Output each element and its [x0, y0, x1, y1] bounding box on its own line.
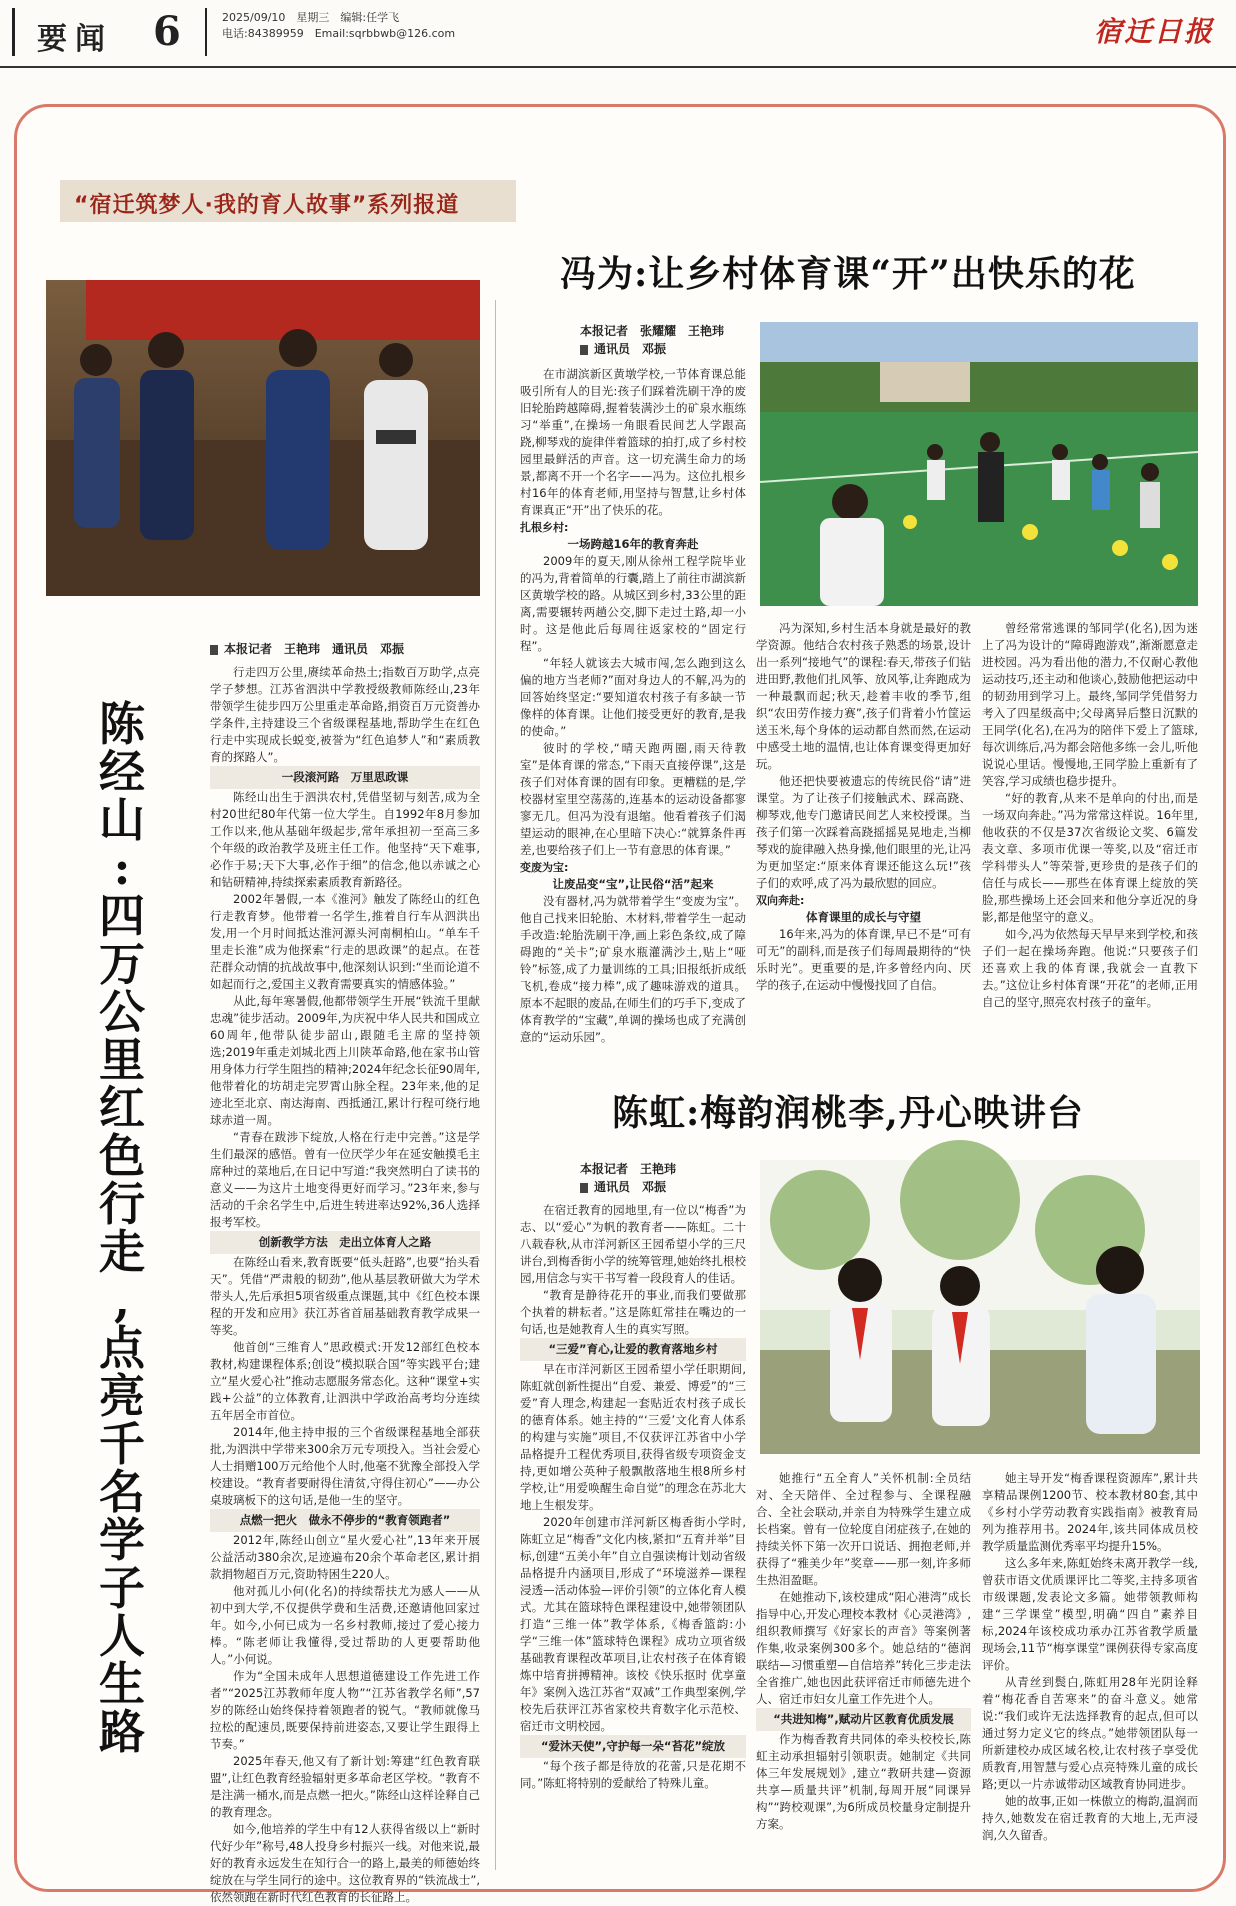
chen-para: 他对孤儿小何(化名)的持续帮扶尤为感人——从初中到大学,不仅提供学费和生活费,还邀请他回家过年。如今,小何已成为一名乡村教师,接过了爱心接力棒。“陈老师让我懂得,受过帮助的人更要帮助他人。”小何说。 — [210, 1584, 480, 1666]
feng-kicker-2-sub: 让废品变“宝”,让民俗“活”起来 — [552, 877, 714, 891]
masthead-info — [222, 10, 622, 42]
article-feng-col-2 — [756, 620, 971, 1060]
chenhong-para: 在她推动下,该校建成“阳心港湾”成长指导中心,开发心理校本教材《心灵港湾》,组织教师撰写《好家长的声音》等案例著作集,收录案例300多个。她总结的“德润联结—习惯重塑—自信培养”转化三步走法全省推广,她也因此获评宿迁市师德先进个人、宿迁市妇女儿童工作先进个人。 — [756, 1590, 971, 1706]
feng-kicker-3: 双向奔赴: — [756, 894, 805, 907]
photo-chen-hong-image — [760, 1160, 1200, 1454]
section-box — [12, 8, 207, 56]
chenhong-para: 早在市洋河新区王园希望小学任职期间,陈虹就创新性提出“自爱、兼爱、博爱”的“三爱”育人理念,构建起一套贴近农村孩子成长的德育体系。她主持的“‘三爱’文化育人体系的构建与实施”项目,不仅获评江苏省中小学品格提升工程优秀项目,获得省级专项资金支持,更如增公英种子般飘散落地生根8所乡村学校,让“用爱唤醒生命自觉”的理念在苏北大地上生根发芽。 — [520, 1362, 746, 1512]
series-banner — [60, 180, 516, 222]
article-feng-credit — [580, 322, 724, 358]
chen-para: 作为“全国未成年人思想道德建设工作先进工作者”“2025江苏教师年度人物”“江苏省教学名师”,57岁的陈经山始终保持着领跑者的锐气。“教师就像马拉松的配速员,既要保持前进姿态,又要让学生跟得上节奏。” — [210, 1669, 480, 1751]
title-char: 公 — [99, 985, 145, 1039]
chen-para: 从此,每年寒暑假,他都带领学生开展“铁流千里献忠魂”徒步活动。2009年,为庆祝中华人民共和国成立60周年,他带队徒步韶山,跟随毛主席的坚持领选;2019年重走刘城北西上川陕革命路,他在家书山管用身体力行学生阻挡的精神;2024年纪念长征90周年,他带着化的坊胡走完罗霄山脉全程。23年来,他的足迹北至北京、南达海南、西抵通江,累计行程可绕行地球赤道一周。 — [210, 994, 480, 1127]
chen-para: 2012年,陈经山创立“星火爱心社”,13年来开展公益活动380余次,足迹遍布20余个革命老区,累计捐款捐物超百万元,资助特困生220人。 — [210, 1533, 480, 1581]
masthead — [0, 0, 1236, 68]
feng-lead: 在市湖滨新区黄墩学校,一节体育课总能吸引所有人的目光:孩子们踩着洗刷干净的废旧轮胎跨越障碍,握着装满沙土的矿泉水瓶练习“举重”,在操场一角眼看民间艺人学跟高跷,柳琴戏的旋律伴着篮球的拍打,成了乡村校园里最鲜活的声音。这一切充满生命力的场景,都离不开一个名字——冯为。这位扎根乡村16年的体育老师,用坚持与智慧,让乡村体育课真正“开”出了快乐的花。 — [520, 367, 746, 517]
title-char: 子 — [99, 1561, 145, 1615]
chen-subhead-1: 一段滚河路 万里思政课 — [210, 766, 480, 789]
title-char: 亮 — [99, 1369, 145, 1423]
column-divider — [495, 300, 496, 1870]
chenhong-subhead-2: “爱沐天使”,守护每一朵“苔花”绽放 — [520, 1735, 746, 1758]
chenhong-subhead-3: “共进知梅”,赋动片区教育优质发展 — [756, 1708, 971, 1731]
title-char: 万 — [99, 937, 145, 991]
feng-kicker-1-sub: 一场跨越16年的教育奔赴 — [567, 537, 699, 551]
chenhong-para: 2020年创建市洋河新区梅香街小学时,陈虹立足“梅香”文化内核,紧扣“五育并举”目标,创建“五美小年”自立自强读梅计划动省级品格提升内涵项目,形成了“环境滋养—课程浸透—活动体验—评价引领”的立体化育人模式。尤其在篮球特色课程建设中,她带领团队打造“三维一体”教学体系,《梅香篮韵:小学“三维一体”篮球特色课程》成功立项省级基础教育课程改革项目,让农村孩子在体育锻炼中培育拼搏精神。该校《快乐抠时 优享童年》案例入选江苏省“双减”工作典型案例,学校先后获评江苏省家校共育数字化示范校、宿迁市文明校园。 — [520, 1515, 746, 1733]
title-char: 走 — [99, 1225, 145, 1279]
photo-chen-hong — [760, 1160, 1200, 1454]
feng-para: 他还把快要被遗忘的传统民俗“请”进课堂。为了让孩子们接触武术、踩高跷、柳琴戏,他专门邀请民间艺人来校授课。当孩子们第一次踩着高跷摇摇晃晃地走,当柳琴戏的旋律融入热身操,他们眼里的光,让冯为更加坚定:“原来体育课还能这么玩!”孩子们的欢呼,成了冯为最欣慰的回应。 — [756, 774, 971, 890]
article-chen-title — [92, 697, 152, 1759]
chen-para: 2002年暑假,一本《淮河》触发了陈经山的红色行走教育梦。他带着一名学生,推着自行车从泗洪出发,用一个月时间抵达淮河源头河南桐柏山。“单车千里走长淮”成为他探索“行走的思政课”的起点。在苍茫群众动情的抗战故事中,他深刻认识到:“坐而论道不如起而行之,爱国主义教育需要真实的情感体验。” — [210, 892, 480, 991]
chenhong-para: 她推行“五全育人”关怀机制:全员结对、全天陪伴、全过程参与、全课程融合、全社会联动,并亲自为特殊学生建立成长档案。曾有一位轮度自闭症孩子,在她的持续关怀下第一次开口说话、拥抱老师,并获得了“雅美少年”奖章——那一刻,许多师生热泪盈眶。 — [756, 1471, 971, 1587]
title-char: 千 — [99, 1417, 145, 1471]
title-char: 红 — [99, 1081, 145, 1135]
article-chenhong-credit-text-2: 通讯员 邓振 — [594, 1180, 667, 1194]
page-number: 6 — [153, 8, 181, 55]
contact-line: 电话:84389959 Email:sqrbbwb@126.com — [222, 27, 456, 40]
chen-subhead-3: 点燃一把火 做永不停步的“教育领跑者” — [210, 1509, 480, 1532]
article-feng-credit-text-2: 通讯员 邓振 — [594, 342, 667, 356]
newspaper-logo: 宿迁日报 — [1093, 15, 1214, 48]
article-chenhong-col-1 — [520, 1202, 746, 1872]
chen-para: 如今,他培养的学生中有12人获得省级以上“新时代好少年”称号,48人投身乡村振兴一线。对他来说,最好的教育永远发生在知行合一的路上,最美的师德始终绽放在与学生同行的途中。这位教育界的“铁流战士”,依然领跑在新时代红色教育的长征路上。 — [210, 1822, 480, 1904]
feng-para: 2009年的夏天,刚从徐州工程学院毕业的冯为,背着简单的行囊,踏上了前往市湖滨新区黄墩学校的路。从城区到乡村,33公里的距离,需要辗转两趟公交,脚下走过土路,却一小时。这是他此后每周往返家校的“固定行程”。 — [520, 554, 746, 653]
chenhong-para: 从青丝到鬓白,陈虹用28年光阴诠释着“梅花香自苦寒来”的奋斗意义。她常说:“我们或许无法选择教育的起点,但可以通过努力定义它的终点。”她带领团队每一所新建校办成区域名校,让农村孩子享受优质教育,用智慧与爱心点亮特殊儿童的成长路;更以一片赤诚带动区域教育协同进步。 — [982, 1675, 1198, 1791]
title-char: : — [113, 841, 131, 895]
title-char: 陈 — [99, 697, 145, 751]
feng-para: “好的教育,从来不是单向的付出,而是一场双向奔赴。”冯为常常这样说。16年里,他收获的不仅是37次省级论文奖、6篇发表文章、多项市优课一等奖,以及“宿迁市学科带头人”等荣誉,更珍贵的是孩子们的信任与成长——那些在体育课上绽放的笑脸,那些操场上还会回来和他分享近况的身影,都是他坚守的意义。 — [982, 791, 1198, 924]
chenhong-para: 在宿迁教育的园地里,有一位以“梅香”为志、以“爱心”为帆的教育者——陈虹。二十八载春秋,从市洋河新区王园希望小学的三尺讲台,到梅香街小学的统筹管理,她始终扎根校园,用信念与实干书写着一段段育人的佳话。 — [520, 1203, 746, 1285]
feng-para: 曾经常常逃课的邹同学(化名),因为迷上了冯为设计的“障碍跑游戏”,渐渐愿意走进校园。冯为看出他的潜力,不仅耐心教他运动技巧,还主动和他谈心,鼓励他把运动中的韧劲用到学习上。最终,邹同学凭借努力考入了四星级高中;父母离异后整日沉默的王同学(化名),在冯为的陪伴下爱上了篮球,每次训练后,冯为都会陪他多练一会儿,听他说说心里话。慢慢地,王同学脸上重新有了笑容,学习成绩也稳步提升。 — [982, 621, 1198, 788]
title-char: 山 — [99, 793, 145, 847]
article-feng-title: 冯为:让乡村体育课“开”出快乐的花 — [560, 253, 1136, 295]
title-char: , — [113, 1273, 130, 1327]
photo-chen-jingshan — [46, 280, 480, 596]
article-chenhong-credit-text: 本报记者 王艳玮 — [580, 1162, 677, 1176]
chen-para: 在陈经山看来,教育既要“低头赶路”,也要“抬头看天”。凭借“严肃般的韧劲”,他从基层教研做大为学术带头人,先后承担5项省级重点课题,其中《红色校本课程的开发和应用》获江苏省首届基础教育教学成果一等奖。 — [210, 1255, 480, 1337]
article-chenhong-credit — [580, 1160, 676, 1196]
chen-para: 2025年春天,他又有了新计划:筹建“红色教育联盟”,让红色教育经验辐射更多革命老区学校。“教育不是注满一桶水,而是点燃一把火。”陈经山这样诠释自己的教育理念。 — [210, 1754, 480, 1819]
chenhong-para: 这么多年来,陈虹始终未离开教学一线,曾获市语文优质课评比二等奖,主持多项省市级课题,发表论文多篇。她带领教师构建“三学课堂”模型,明确“四自”素养目标,2024年该校成功承办江苏省教学质量现场会,11节“梅享课堂”课例获得专家高度评价。 — [982, 1556, 1198, 1672]
title-char: 生 — [99, 1657, 145, 1711]
title-char: 名 — [99, 1465, 145, 1519]
feng-para: 没有器材,冯为就带着学生“变废为宝”。他自己找来旧轮胎、木材料,带着学生一起动手改造:轮胎洗刷干净,画上彩色条纹,成了障碍跑的“关卡”;矿泉水瓶灌满沙土,贴上“哑铃”标签,成了力量训练的工具;旧报纸折成纸飞机,卷成“接力棒”,成了趣味游戏的道具。原本不起眼的废品,在师生们的巧手下,变成了体育教学的“宝藏”,单调的操场也成了充满创意的“运动乐园”。 — [520, 894, 746, 1044]
chenhong-para: “教育是静待花开的事业,而我们要做那个执着的耕耘者。”这是陈虹常挂在嘴边的一句话,也是她教育人生的真实写照。 — [520, 1288, 746, 1336]
feng-para: 16年来,冯为的体育课,早已不是“可有可无”的副科,而是孩子们每周最期待的“快乐时光”。更重要的是,许多曾经内向、厌学的孩子,在运动中慢慢找回了自信。 — [756, 927, 971, 992]
title-char: 里 — [99, 1033, 145, 1087]
chen-lead: 行走四万公里,赓续革命热土;指数百万助学,点亮学子梦想。江苏省泗洪中学教授级教师陈经山,23年带领学生徒步四万公里重走革命路,捐资百万元资善办学条件,主持建设三个省级课程基地,帮助学生在红色行走中实现成长蜕变,被誉为“红色追梦人”和“素质教育的探路人”。 — [210, 665, 480, 764]
chen-para: 他首创“三维育人”思政模式:开发12部红色校本教材,构建课程体系;创设“模拟联合国”等实践平台;建立“星火爱心社”推动志愿服务常态化。这种“课堂+实践+公益”的立体教育,让泗洪中学政治高考均分连续五年居全市首位。 — [210, 1340, 480, 1422]
feng-kicker-3-sub: 体育课里的成长与守望 — [806, 910, 921, 924]
feng-para: 彼时的学校,“晴天跑两圈,雨天待教室”是体育课的常态,“下雨天直接停课”,这是孩子们对体育课的固有印象。更糟糕的是,学校器材室里空荡荡的,连基本的运动设备都寥寥无几。但冯为没有退缩。他看着孩子们渴望运动的眼神,在心里暗下决心:“就算条件再差,也要给孩子们上一节有意思的体育课。” — [520, 741, 746, 857]
article-chen-credit-text: 本报记者 王艳玮 通讯员 邓振 — [224, 642, 405, 656]
feng-kicker-2: 变废为宝: — [520, 861, 569, 874]
chenhong-subhead-1: “三爱”育心,让爱的教育落地乡村 — [520, 1338, 746, 1361]
article-chen-body — [210, 664, 480, 1904]
title-char: 学 — [99, 1513, 145, 1567]
article-chen-credit — [210, 640, 404, 658]
title-char: 经 — [99, 745, 145, 799]
title-char: 路 — [99, 1705, 145, 1759]
chen-para: 2014年,他主持申报的三个省级课程基地全部获批,为泗洪中学带来300余万元专项投入。当社会爱心人士捐赠100万元给他个人时,他毫不犹豫全部投入学校建设。“教育者要耐得住清贫,守得住初心”——办公桌玻璃板下的这句话,是他一生的坚守。 — [210, 1425, 480, 1507]
article-feng-credit-text: 本报记者 张耀耀 王艳玮 — [580, 324, 725, 338]
article-chenhong-col-2 — [756, 1470, 971, 1872]
photo-feng-wei — [760, 322, 1198, 606]
title-char: 点 — [99, 1321, 145, 1375]
article-feng-col-3 — [982, 620, 1198, 1060]
title-char: 四 — [99, 889, 145, 943]
photo-chen-jingshan-image — [46, 280, 480, 596]
title-char: 色 — [99, 1129, 145, 1183]
title-char: 人 — [99, 1609, 145, 1663]
chenhong-para: “每个孩子都是待放的花蕾,只是花期不同。”陈虹将特别的爱献给了特殊儿童。 — [520, 1759, 746, 1790]
feng-para: 冯为深知,乡村生活本身就是最好的教学资源。他结合农村孩子熟悉的场景,设计出一系列“接地气”的课程:春天,带孩子们钻进田野,教他们扎风筝、放风筝,让奔跑成为一种最飘而起;秋天,趁着丰收的季节,组织“农田劳作接力赛”,孩子们背着小竹筐运送玉米,每个身体的运动都自然而然,在运动中感受土地的温情,也让体育课变得更加好玩。 — [756, 621, 971, 771]
title-char: 行 — [99, 1177, 145, 1231]
chen-para: 陈经山出生于泗洪农村,凭借坚韧与刻苦,成为全村20世纪80年代第一位大学生。自1992年8月参加工作以来,他从基础年级起步,常年承担初一至高三多个年级的政治教学及班主任工作。他坚持“天下难事,必作于易;天下大事,必作于细”的信念,他以赤诚之心和钻研精神,持续探索素质教育新路径。 — [210, 790, 480, 889]
chen-para: “青春在跋涉下绽放,人格在行走中完善。”这是学生们最深的感悟。曾有一位厌学少年在延安触摸毛主席种过的菜地后,在日记中写道:“我突然明白了读书的意义——为这片土地变得更好而学习。”23年来,参与活动的千余名学生中,后进生转进率达92%,36人选择报考军校。 — [210, 1130, 480, 1229]
chenhong-para: 作为梅香教育共同体的牵头校校长,陈虹主动承担辐射引领职责。她制定《共同体三年发展规划》,建立“教研共建—资源共享—质量共评”机制,每周开展“同课异构”“跨校观课”,为6所成员校量身定制提升方案。 — [756, 1732, 971, 1831]
article-chenhong-col-3 — [982, 1470, 1198, 1872]
feng-kicker-1: 扎根乡村: — [520, 521, 569, 534]
feng-para: “年轻人就该去大城市闯,怎么跑到这么偏的地方当老师?”面对身边人的不解,冯为的回答始终坚定:“要知道农村孩子有多缺一节像样的体育课。让他们接受更好的教育,是我的使命。” — [520, 656, 746, 738]
section-name: 要闻 — [37, 22, 113, 57]
chenhong-para: 她主导开发“梅香课程资源库”,累计共享精品课例1200节、校本教材80套,其中《乡村小学劳动教育实践指南》被教育局列为推荐用书。2024年,该共同体成员校教学质量监测优秀率平均提升15%。 — [982, 1471, 1198, 1553]
feng-para: 如今,冯为依然每天早早来到学校,和孩子们一起在操场奔跑。他说:“只要孩子们还喜欢上我的体育课,我就会一直教下去。”这位让乡村体育课“开花”的老师,正用自己的坚守,照亮农村孩子的童年。 — [982, 927, 1198, 1009]
article-feng-col-1 — [520, 366, 746, 1066]
date-line: 2025/09/10 星期三 编辑:任学飞 — [222, 11, 400, 24]
series-label: “宿迁筑梦人·我的育人故事”系列报道 — [74, 193, 460, 218]
chenhong-para: 她的故事,正如一株傲立的梅韵,温润而持久,她数发在宿迁教育的大地上,无声浸润,久久留香。 — [982, 1794, 1198, 1842]
photo-feng-wei-image — [760, 322, 1198, 606]
chen-subhead-2: 创新教学方法 走出立体育人之路 — [210, 1231, 480, 1254]
article-chenhong-title: 陈虹:梅韵润桃李,丹心映讲台 — [612, 1092, 1084, 1134]
